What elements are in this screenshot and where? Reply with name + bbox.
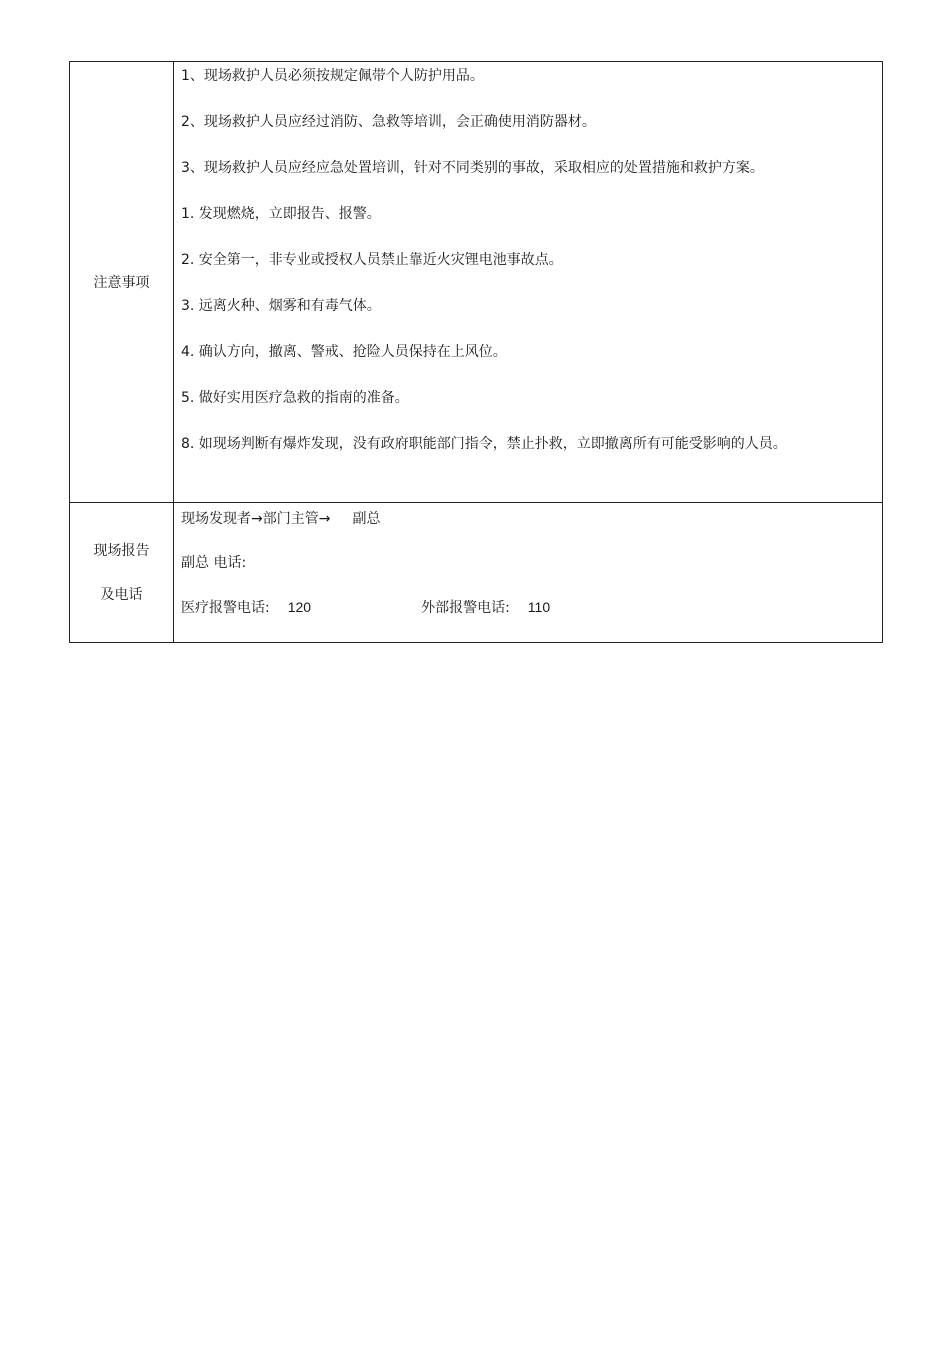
medical-phone-number: 120 bbox=[287, 599, 312, 615]
report-label-cell bbox=[70, 503, 174, 643]
report-content bbox=[174, 503, 882, 618]
report-chain bbox=[181, 509, 882, 529]
report-chain-text: 现场发现者→部门主管→ bbox=[181, 511, 331, 527]
external-phone-number: 110 bbox=[527, 599, 551, 615]
notes-content-cell bbox=[174, 62, 883, 503]
report-row bbox=[70, 503, 883, 643]
alarm-phone-line bbox=[181, 597, 882, 618]
vp-phone-line bbox=[181, 553, 882, 573]
note-item: 1、现场救护人员必须按规定佩带个人防护用品。 bbox=[181, 68, 484, 84]
external-phone-label: 外部报警电话: bbox=[421, 600, 510, 616]
emergency-info-table bbox=[69, 61, 883, 643]
notes-list bbox=[174, 62, 882, 458]
report-label-line2: 及电话 bbox=[100, 586, 143, 603]
report-content-cell bbox=[174, 503, 883, 643]
note-item: 2. 安全第一，非专业或授权人员禁止靠近火灾锂电池事故点。 bbox=[181, 252, 563, 268]
report-chain-end: 副总 bbox=[352, 511, 381, 527]
report-label-line1: 现场报告 bbox=[93, 542, 150, 559]
note-item: 4. 确认方向，撤离、警戒、抢险人员保持在上风位。 bbox=[181, 344, 507, 360]
note-item: 8. 如现场判断有爆炸发现，没有政府职能部门指令，禁止扑救，立即撤离所有可能受影响的人员。 bbox=[181, 436, 787, 452]
note-item: 3. 远离火种、烟雾和有毒气体。 bbox=[181, 298, 381, 314]
note-item: 2、现场救护人员应经过消防、急救等培训，会正确使用消防器材。 bbox=[181, 114, 596, 130]
note-item: 1. 发现燃烧，立即报告、报警。 bbox=[181, 206, 381, 222]
vp-phone-label: 副总 电话: bbox=[181, 555, 247, 571]
notes-label-cell bbox=[70, 62, 174, 503]
notes-row bbox=[70, 62, 883, 503]
note-item: 5. 做好实用医疗急救的指南的准备。 bbox=[181, 390, 409, 406]
medical-phone-label: 医疗报警电话: bbox=[181, 600, 270, 616]
note-item: 3、现场救护人员应经应急处置培训，针对不同类别的事故，采取相应的处置措施和救护方案。 bbox=[181, 160, 764, 176]
notes-label: 注意事项 bbox=[93, 275, 150, 291]
